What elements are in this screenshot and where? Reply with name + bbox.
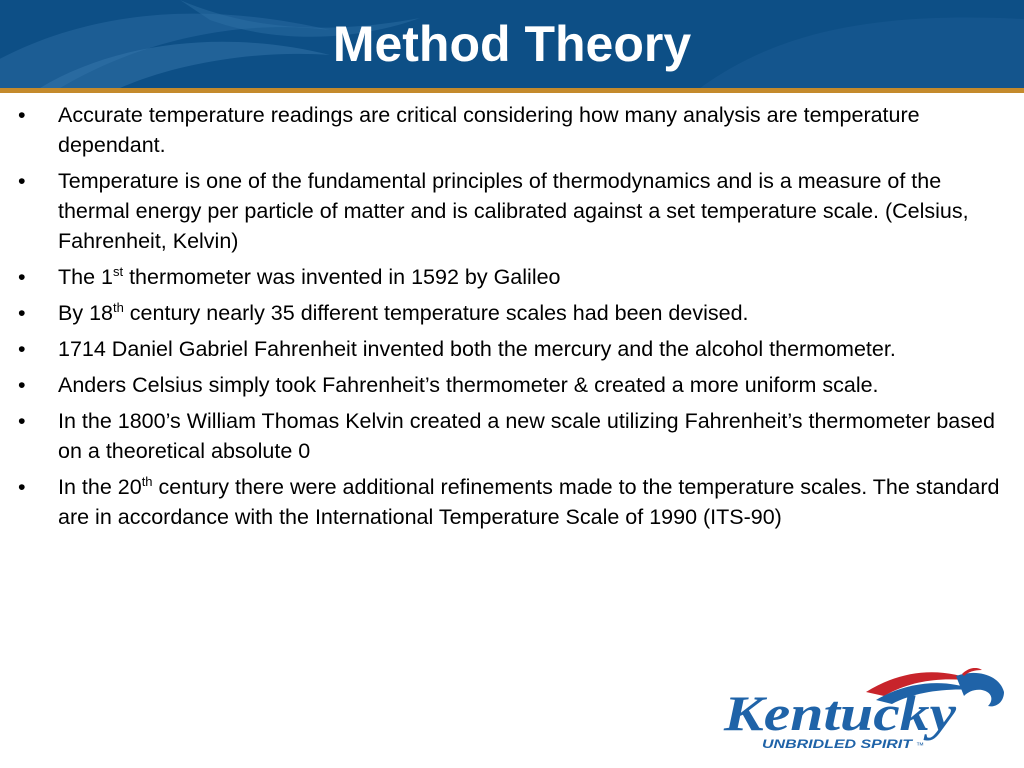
logo-trademark: ™ — [916, 741, 924, 750]
bullet-item — [14, 406, 1014, 466]
ordinal-suffix: th — [112, 300, 124, 316]
bullet-icon: • — [18, 301, 26, 325]
bullet-list — [14, 100, 1014, 538]
logo-tagline: UNBRIDLED SPIRIT — [762, 737, 915, 751]
ordinal-suffix: th — [141, 474, 153, 490]
logo-wordmark: Kentucky — [722, 685, 957, 741]
bullet-item — [14, 262, 1014, 292]
bullet-text-end: thermometer was invented in 1592 by Galileo — [123, 265, 561, 289]
header-band — [0, 0, 1024, 88]
bullet-text: Accurate temperature readings are critical considering how many analysis are temperature dependant. — [58, 103, 920, 157]
bullet-icon: • — [18, 337, 26, 361]
bullet-text: Anders Celsius simply took Fahrenheit’s thermometer & created a more uniform scale. — [58, 373, 879, 397]
bullet-item — [14, 472, 1014, 532]
bullet-icon: • — [18, 169, 26, 193]
bullet-item — [14, 334, 1014, 364]
bullet-text: 1714 Daniel Gabriel Fahrenheit invented both the mercury and the alcohol thermometer. — [58, 337, 896, 361]
bullet-text-end: century nearly 35 different temperature scales had been devised. — [123, 301, 749, 325]
bullet-item — [14, 298, 1014, 328]
slide-title: Method Theory — [332, 16, 692, 72]
bullet-item — [14, 166, 1014, 256]
bullet-item — [14, 100, 1014, 160]
bullet-icon: • — [18, 265, 26, 289]
bullet-text-start: The 1 — [58, 265, 113, 289]
header-divider — [0, 88, 1024, 93]
bullet-icon: • — [18, 103, 26, 127]
bullet-text: Temperature is one of the fundamental principles of thermodynamics and is a measure of the thermal energy per particle of matter and is calibrated against a set temperature scale. (Celsius, Fahrenheit, Kelvin) — [58, 169, 969, 253]
kentucky-logo — [716, 668, 1006, 754]
bullet-text: In the 1800’s William Thomas Kelvin created a new scale utilizing Fahrenheit’s thermometer based on a theoretical absolute 0 — [58, 409, 995, 463]
bullet-item — [14, 370, 1014, 400]
bullet-icon: • — [18, 409, 26, 433]
horse-head-icon — [956, 673, 1004, 707]
bullet-text-start: By 18 — [58, 301, 113, 325]
bullet-icon: • — [18, 373, 26, 397]
bullet-text-end: century there were additional refinements made to the temperature scales. The standard are in accordance with the International Temperature Scale of 1990 (ITS-90) — [58, 475, 1000, 529]
ordinal-suffix: st — [112, 264, 124, 280]
bullet-text-start: In the 20 — [58, 475, 142, 499]
bullet-icon: • — [18, 475, 26, 499]
